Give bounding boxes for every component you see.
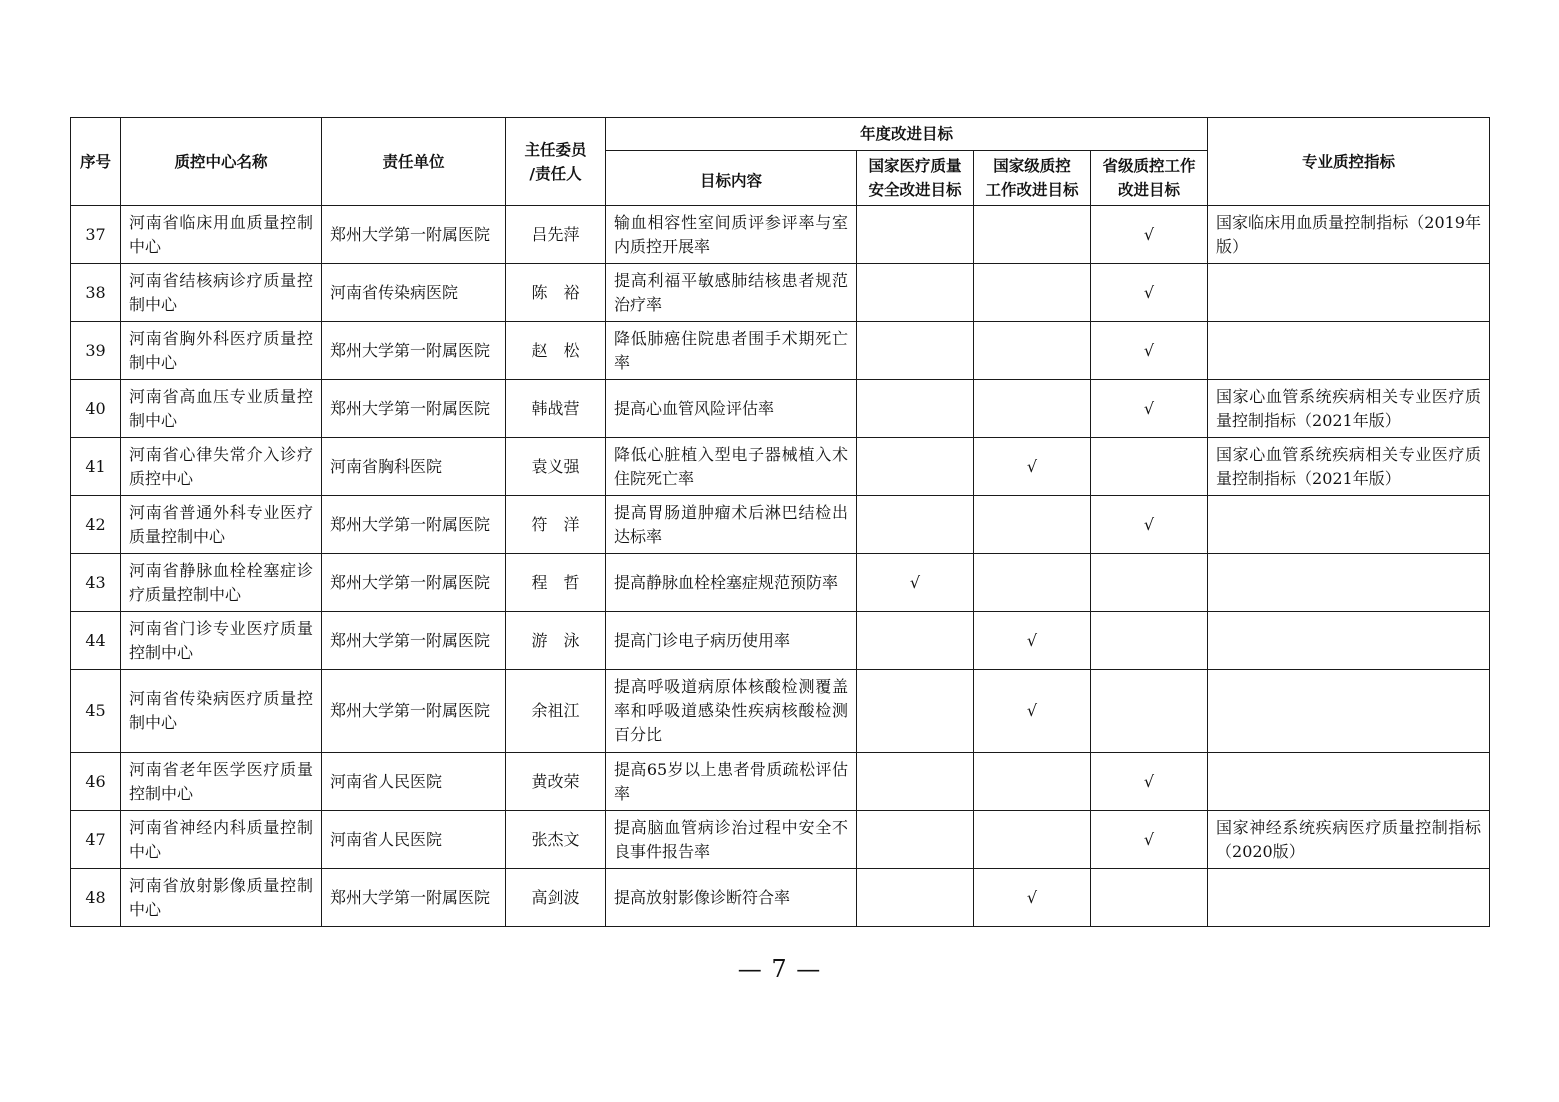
provincial-qc-check bbox=[1091, 554, 1208, 612]
responsible-person: 符 洋 bbox=[506, 496, 606, 554]
responsible-unit: 郑州大学第一附属医院 bbox=[322, 206, 506, 264]
goal-content: 输血相容性室间质评参评率与室内质控开展率 bbox=[606, 206, 857, 264]
header-national-qc: 国家级质控 工作改进目标 bbox=[974, 151, 1091, 206]
professional-indicator: 国家神经系统疾病医疗质量控制指标（2020版） bbox=[1208, 811, 1490, 869]
professional-indicator bbox=[1208, 496, 1490, 554]
national-safety-check bbox=[857, 322, 974, 380]
national-safety-check bbox=[857, 496, 974, 554]
professional-indicator bbox=[1208, 670, 1490, 753]
national-safety-check: √ bbox=[857, 554, 974, 612]
national-safety-check bbox=[857, 612, 974, 670]
professional-indicator bbox=[1208, 869, 1490, 927]
responsible-unit: 郑州大学第一附属医院 bbox=[322, 322, 506, 380]
row-number: 41 bbox=[71, 438, 121, 496]
qc-center-name: 河南省临床用血质量控制中心 bbox=[121, 206, 322, 264]
national-safety-check bbox=[857, 264, 974, 322]
provincial-qc-check bbox=[1091, 670, 1208, 753]
table-header-row-1 bbox=[71, 118, 1490, 151]
national-safety-check bbox=[857, 206, 974, 264]
provincial-qc-check: √ bbox=[1091, 206, 1208, 264]
goal-content: 提高静脉血栓栓塞症规范预防率 bbox=[606, 554, 857, 612]
row-number: 38 bbox=[71, 264, 121, 322]
quality-control-table bbox=[70, 117, 1490, 927]
row-number: 40 bbox=[71, 380, 121, 438]
row-number: 42 bbox=[71, 496, 121, 554]
responsible-person: 赵 松 bbox=[506, 322, 606, 380]
provincial-qc-check: √ bbox=[1091, 811, 1208, 869]
responsible-unit: 郑州大学第一附属医院 bbox=[322, 869, 506, 927]
responsible-unit: 河南省人民医院 bbox=[322, 753, 506, 811]
header-annual-goal: 年度改进目标 bbox=[606, 118, 1208, 151]
goal-content: 提高放射影像诊断符合率 bbox=[606, 869, 857, 927]
professional-indicator: 国家心血管系统疾病相关专业医疗质量控制指标（2021年版） bbox=[1208, 438, 1490, 496]
national-qc-check: √ bbox=[974, 612, 1091, 670]
responsible-person: 陈 裕 bbox=[506, 264, 606, 322]
qc-center-name: 河南省老年医学医疗质量控制中心 bbox=[121, 753, 322, 811]
national-qc-check bbox=[974, 753, 1091, 811]
responsible-person: 游 泳 bbox=[506, 612, 606, 670]
national-qc-check bbox=[974, 554, 1091, 612]
goal-content: 提高门诊电子病历使用率 bbox=[606, 612, 857, 670]
qc-center-name: 河南省神经内科质量控制中心 bbox=[121, 811, 322, 869]
provincial-qc-check: √ bbox=[1091, 264, 1208, 322]
responsible-unit: 郑州大学第一附属医院 bbox=[322, 612, 506, 670]
provincial-qc-check bbox=[1091, 869, 1208, 927]
professional-indicator bbox=[1208, 612, 1490, 670]
professional-indicator: 国家心血管系统疾病相关专业医疗质量控制指标（2021年版） bbox=[1208, 380, 1490, 438]
responsible-person: 高剑波 bbox=[506, 869, 606, 927]
qc-center-name: 河南省高血压专业质量控制中心 bbox=[121, 380, 322, 438]
table-row bbox=[71, 322, 1490, 380]
responsible-unit: 河南省胸科医院 bbox=[322, 438, 506, 496]
professional-indicator bbox=[1208, 264, 1490, 322]
provincial-qc-check: √ bbox=[1091, 753, 1208, 811]
table-row bbox=[71, 811, 1490, 869]
responsible-person: 黄改荣 bbox=[506, 753, 606, 811]
goal-content: 提高利福平敏感肺结核患者规范治疗率 bbox=[606, 264, 857, 322]
professional-indicator bbox=[1208, 554, 1490, 612]
provincial-qc-check: √ bbox=[1091, 380, 1208, 438]
responsible-person: 张杰文 bbox=[506, 811, 606, 869]
qc-center-name: 河南省放射影像质量控制中心 bbox=[121, 869, 322, 927]
row-number: 37 bbox=[71, 206, 121, 264]
row-number: 43 bbox=[71, 554, 121, 612]
national-safety-check bbox=[857, 811, 974, 869]
header-unit: 责任单位 bbox=[322, 118, 506, 206]
row-number: 39 bbox=[71, 322, 121, 380]
table-row bbox=[71, 496, 1490, 554]
qc-center-name: 河南省胸外科医疗质量控制中心 bbox=[121, 322, 322, 380]
table-body bbox=[71, 206, 1490, 927]
row-number: 45 bbox=[71, 670, 121, 753]
table-row bbox=[71, 869, 1490, 927]
row-number: 46 bbox=[71, 753, 121, 811]
national-safety-check bbox=[857, 380, 974, 438]
goal-content: 提高心血管风险评估率 bbox=[606, 380, 857, 438]
header-goal-content: 目标内容 bbox=[606, 151, 857, 206]
row-number: 48 bbox=[71, 869, 121, 927]
national-safety-check bbox=[857, 753, 974, 811]
responsible-person: 袁义强 bbox=[506, 438, 606, 496]
national-safety-check bbox=[857, 438, 974, 496]
goal-content: 提高脑血管病诊治过程中安全不良事件报告率 bbox=[606, 811, 857, 869]
header-national-safety: 国家医疗质量 安全改进目标 bbox=[857, 151, 974, 206]
responsible-unit: 郑州大学第一附属医院 bbox=[322, 380, 506, 438]
qc-center-name: 河南省传染病医疗质量控制中心 bbox=[121, 670, 322, 753]
provincial-qc-check: √ bbox=[1091, 322, 1208, 380]
header-provincial-qc: 省级质控工作 改进目标 bbox=[1091, 151, 1208, 206]
national-qc-check bbox=[974, 206, 1091, 264]
provincial-qc-check bbox=[1091, 612, 1208, 670]
responsible-person: 韩战营 bbox=[506, 380, 606, 438]
table-row bbox=[71, 670, 1490, 753]
row-number: 47 bbox=[71, 811, 121, 869]
responsible-person: 程 哲 bbox=[506, 554, 606, 612]
responsible-unit: 河南省传染病医院 bbox=[322, 264, 506, 322]
national-qc-check bbox=[974, 380, 1091, 438]
national-qc-check: √ bbox=[974, 869, 1091, 927]
table-row bbox=[71, 380, 1490, 438]
table-row bbox=[71, 264, 1490, 322]
qc-center-name: 河南省普通外科专业医疗质量控制中心 bbox=[121, 496, 322, 554]
goal-content: 降低肺癌住院患者围手术期死亡率 bbox=[606, 322, 857, 380]
professional-indicator bbox=[1208, 753, 1490, 811]
qc-center-name: 河南省结核病诊疗质量控制中心 bbox=[121, 264, 322, 322]
table-row bbox=[71, 554, 1490, 612]
page-number: — 7 — bbox=[737, 955, 822, 983]
national-qc-check bbox=[974, 811, 1091, 869]
qc-center-name: 河南省心律失常介入诊疗质控中心 bbox=[121, 438, 322, 496]
national-qc-check bbox=[974, 496, 1091, 554]
responsible-unit: 郑州大学第一附属医院 bbox=[322, 670, 506, 753]
national-safety-check bbox=[857, 869, 974, 927]
professional-indicator bbox=[1208, 322, 1490, 380]
goal-content: 降低心脏植入型电子器械植入术住院死亡率 bbox=[606, 438, 857, 496]
header-center-name: 质控中心名称 bbox=[121, 118, 322, 206]
goal-content: 提高胃肠道肿瘤术后淋巴结检出达标率 bbox=[606, 496, 857, 554]
national-safety-check bbox=[857, 670, 974, 753]
responsible-unit: 郑州大学第一附属医院 bbox=[322, 554, 506, 612]
national-qc-check bbox=[974, 322, 1091, 380]
national-qc-check: √ bbox=[974, 438, 1091, 496]
goal-content: 提高65岁以上患者骨质疏松评估率 bbox=[606, 753, 857, 811]
header-seq: 序号 bbox=[71, 118, 121, 206]
table-row bbox=[71, 206, 1490, 264]
qc-center-name: 河南省静脉血栓栓塞症诊疗质量控制中心 bbox=[121, 554, 322, 612]
header-person: 主任委员 /责任人 bbox=[506, 118, 606, 206]
national-qc-check bbox=[974, 264, 1091, 322]
goal-content: 提高呼吸道病原体核酸检测覆盖率和呼吸道感染性疾病核酸检测百分比 bbox=[606, 670, 857, 753]
provincial-qc-check: √ bbox=[1091, 496, 1208, 554]
responsible-unit: 河南省人民医院 bbox=[322, 811, 506, 869]
provincial-qc-check bbox=[1091, 438, 1208, 496]
table-row bbox=[71, 753, 1490, 811]
responsible-person: 余祖江 bbox=[506, 670, 606, 753]
header-indicators: 专业质控指标 bbox=[1208, 118, 1490, 206]
qc-center-name: 河南省门诊专业医疗质量控制中心 bbox=[121, 612, 322, 670]
professional-indicator: 国家临床用血质量控制指标（2019年版） bbox=[1208, 206, 1490, 264]
row-number: 44 bbox=[71, 612, 121, 670]
responsible-person: 吕先萍 bbox=[506, 206, 606, 264]
responsible-unit: 郑州大学第一附属医院 bbox=[322, 496, 506, 554]
national-qc-check: √ bbox=[974, 670, 1091, 753]
table-row bbox=[71, 438, 1490, 496]
table-row bbox=[71, 612, 1490, 670]
